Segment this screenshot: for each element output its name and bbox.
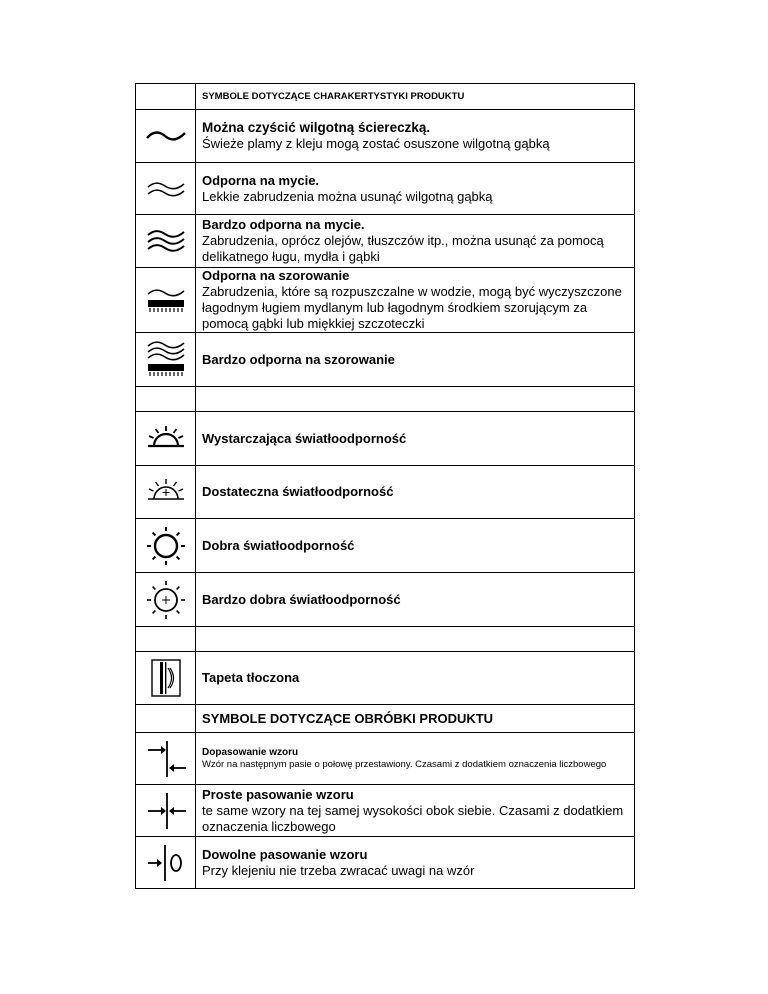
spacer-row bbox=[136, 387, 635, 412]
table-row bbox=[136, 84, 635, 110]
row-description: Wzór na następnym pasie o połowę przestawiony. Czasami z dodatkiem oznaczenia liczbowego bbox=[202, 758, 607, 770]
row-description: Zabrudzenia, które są rozpuszczalne w wodzie, mogą być wyczyszczone łagodnym ługiem mydlanym lub łagodnym środkiem szorującym za pomocą gąbki lub miękkiej szczoteczki bbox=[202, 284, 622, 331]
symbols-table bbox=[135, 83, 635, 889]
row-title: Wystarczająca światłoodporność bbox=[202, 430, 407, 446]
half-sun-plus-icon bbox=[136, 466, 196, 519]
table-row bbox=[136, 837, 635, 889]
embossed-icon bbox=[136, 652, 196, 705]
half-sun-icon bbox=[136, 412, 196, 466]
wave-single-icon bbox=[136, 110, 196, 163]
row-title: Dowolne pasowanie wzoru bbox=[202, 846, 368, 862]
heavy-scrub-icon bbox=[136, 333, 196, 387]
row-title: Dobra światłoodporność bbox=[202, 537, 355, 553]
full-sun-plus-icon bbox=[136, 573, 196, 627]
row-title: Tapeta tłoczona bbox=[202, 670, 300, 685]
table-row bbox=[136, 705, 635, 733]
row-description: Lekkie zabrudzenia można usunąć wilgotną gąbką bbox=[202, 188, 493, 204]
table-row bbox=[136, 163, 635, 215]
row-title: Bardzo odporna na szorowanie bbox=[202, 351, 395, 367]
wave-triple-icon bbox=[136, 215, 196, 268]
offset-match-icon bbox=[136, 733, 196, 785]
row-description: Zabrudzenia, oprócz olejów, tłuszczów itp., można usunąć za pomocą delikatnego ługu, mydła i gąbki bbox=[202, 233, 604, 264]
table-row bbox=[136, 412, 635, 466]
table-row bbox=[136, 519, 635, 573]
wave-double-icon bbox=[136, 163, 196, 215]
full-sun-icon bbox=[136, 519, 196, 573]
table-row bbox=[136, 268, 635, 333]
empty-icon-cell bbox=[136, 84, 196, 110]
row-title: Dostateczna światłoodporność bbox=[202, 484, 394, 499]
table-row bbox=[136, 652, 635, 705]
row-description: Przy klejeniu nie trzeba zwracać uwagi na wzór bbox=[202, 862, 475, 878]
table-row bbox=[136, 573, 635, 627]
table-row bbox=[136, 333, 635, 387]
section-header-processing: SYMBOLE DOTYCZĄCE OBRÓBKI PRODUKTU bbox=[196, 705, 635, 733]
straight-match-icon bbox=[136, 785, 196, 837]
spacer-row bbox=[136, 627, 635, 652]
row-title: Dopasowanie wzoru bbox=[202, 746, 299, 758]
section-header-characteristics: SYMBOLE DOTYCZĄCE CHARAKERTYSTYKI PRODUKTU bbox=[196, 84, 635, 110]
empty-icon-cell bbox=[136, 705, 196, 733]
row-title: Bardzo dobra światłoodporność bbox=[202, 591, 401, 607]
row-title: Bardzo odporna na mycie. bbox=[202, 217, 365, 232]
table-row bbox=[136, 215, 635, 268]
row-description: Świeże plamy z kleju mogą zostać osuszone wilgotną gąbką bbox=[202, 136, 550, 151]
row-title: Można czyścić wilgotną ściereczką. bbox=[202, 120, 431, 135]
table-row bbox=[136, 733, 635, 785]
scrub-icon bbox=[136, 268, 196, 333]
row-description: te same wzory na tej samej wysokości obok siebie. Czasami z dodatkiem oznaczenia liczbowego bbox=[202, 802, 624, 834]
table-row bbox=[136, 110, 635, 163]
row-title: Odporna na szorowanie bbox=[202, 268, 350, 283]
row-title: Proste pasowanie wzoru bbox=[202, 786, 354, 802]
row-title: Odporna na mycie. bbox=[202, 172, 320, 188]
table-row bbox=[136, 785, 635, 837]
table-row bbox=[136, 466, 635, 519]
free-match-icon bbox=[136, 837, 196, 889]
